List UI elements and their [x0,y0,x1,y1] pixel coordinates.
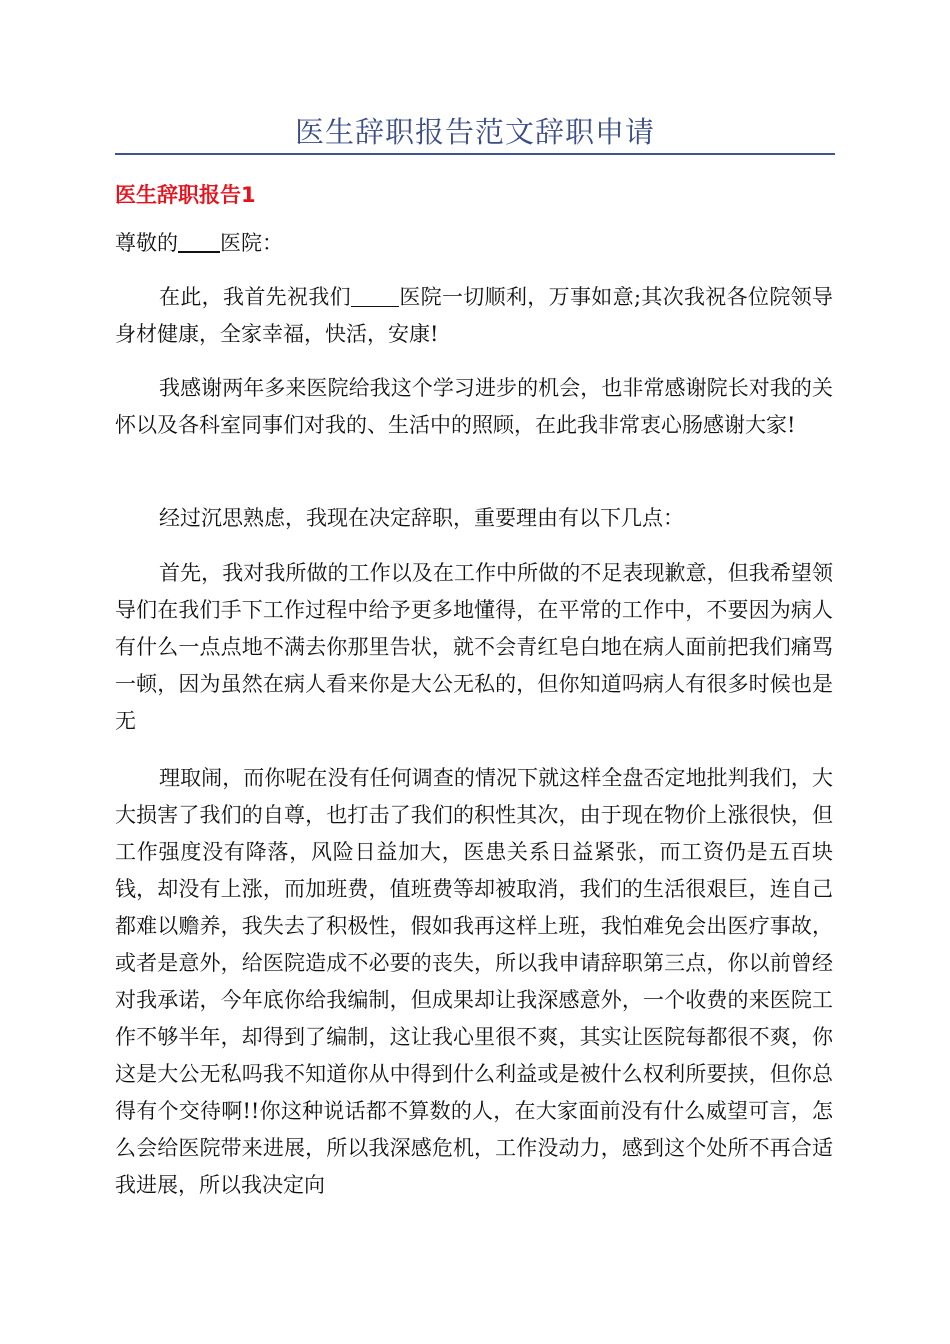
salutation [115,228,283,258]
salutation-blank [178,229,220,253]
title-divider [115,153,835,155]
paragraph-reason-two: 理取闹，而你呢在没有任何调查的情况下就这样全盘否定地批判我们，大大损害了我们的自尊，也打击了我们的积性其次，由于现在物价上涨很快，但工作强度没有降落，风险日益加大，医患关系日益紧张，而工资仍是五百块钱，却没有上涨，而加班费，值班费等却被取消，我们的生活很艰巨，连自己都难以赡养，我失去了积极性，假如我再这样上班，我怕难免会出医疗事故，或者是意外，给医院造成不必要的丧失，所以我申请辞职第三点，你以前曾经对我承诺，今年底你给我编制，但成果却让我深感意外，一个收费的来医院工作不够半年，却得到了编制，这让我心里很不爽，其实让医院每都很不爽，你这是大公无私吗我不知道你从中得到什么利益或是被什么权利所要挟，但你总得有个交待啊!!你这种说话都不算数的人，在大家面前没有什么威望可言，怎么会给医院带来进展，所以我深感危机，工作没动力，感到这个处所不再合适我进展，所以我决定向 [115,766,833,1197]
paragraph-thanks: 我感谢两年多来医院给我这个学习进步的机会，也非常感谢院长对我的关怀以及各科室同事们对我的、生活中的照顾，在此我非常衷心肠感谢大家! [115,376,833,437]
paragraph-decision: 经过沉思熟虑，我现在决定辞职，重要理由有以下几点： [159,506,684,530]
section-heading: 医生辞职报告1 [115,183,256,207]
paragraph-greeting [115,279,833,353]
document-title: 医生辞职报告范文辞职申请 [294,115,655,149]
salutation-text-after: 医院： [220,231,283,255]
paragraph-reason-one: 首先，我对我所做的工作以及在工作中所做的不足表现歉意，但我希望领导们在我们手下工作过程中给予更多地懂得，在平常的工作中，不要因为病人有什么一点点地不满去你那里告状，就不会青红皂白地在病人面前把我们痛骂一顿，因为虽然在病人看来你是大公无私的，但你知道吗病人有很多时候也是无 [115,561,833,733]
salutation-text-before: 尊敬的 [115,231,178,255]
paragraph-greeting-blank [351,284,399,307]
paragraph-greeting-before: 在此，我首先祝我们 [159,285,351,309]
paragraph-greeting-after: 医院一切顺利，万事如意;其次我祝各位院领导身材健康，全家幸福，快活，安康! [115,285,834,346]
